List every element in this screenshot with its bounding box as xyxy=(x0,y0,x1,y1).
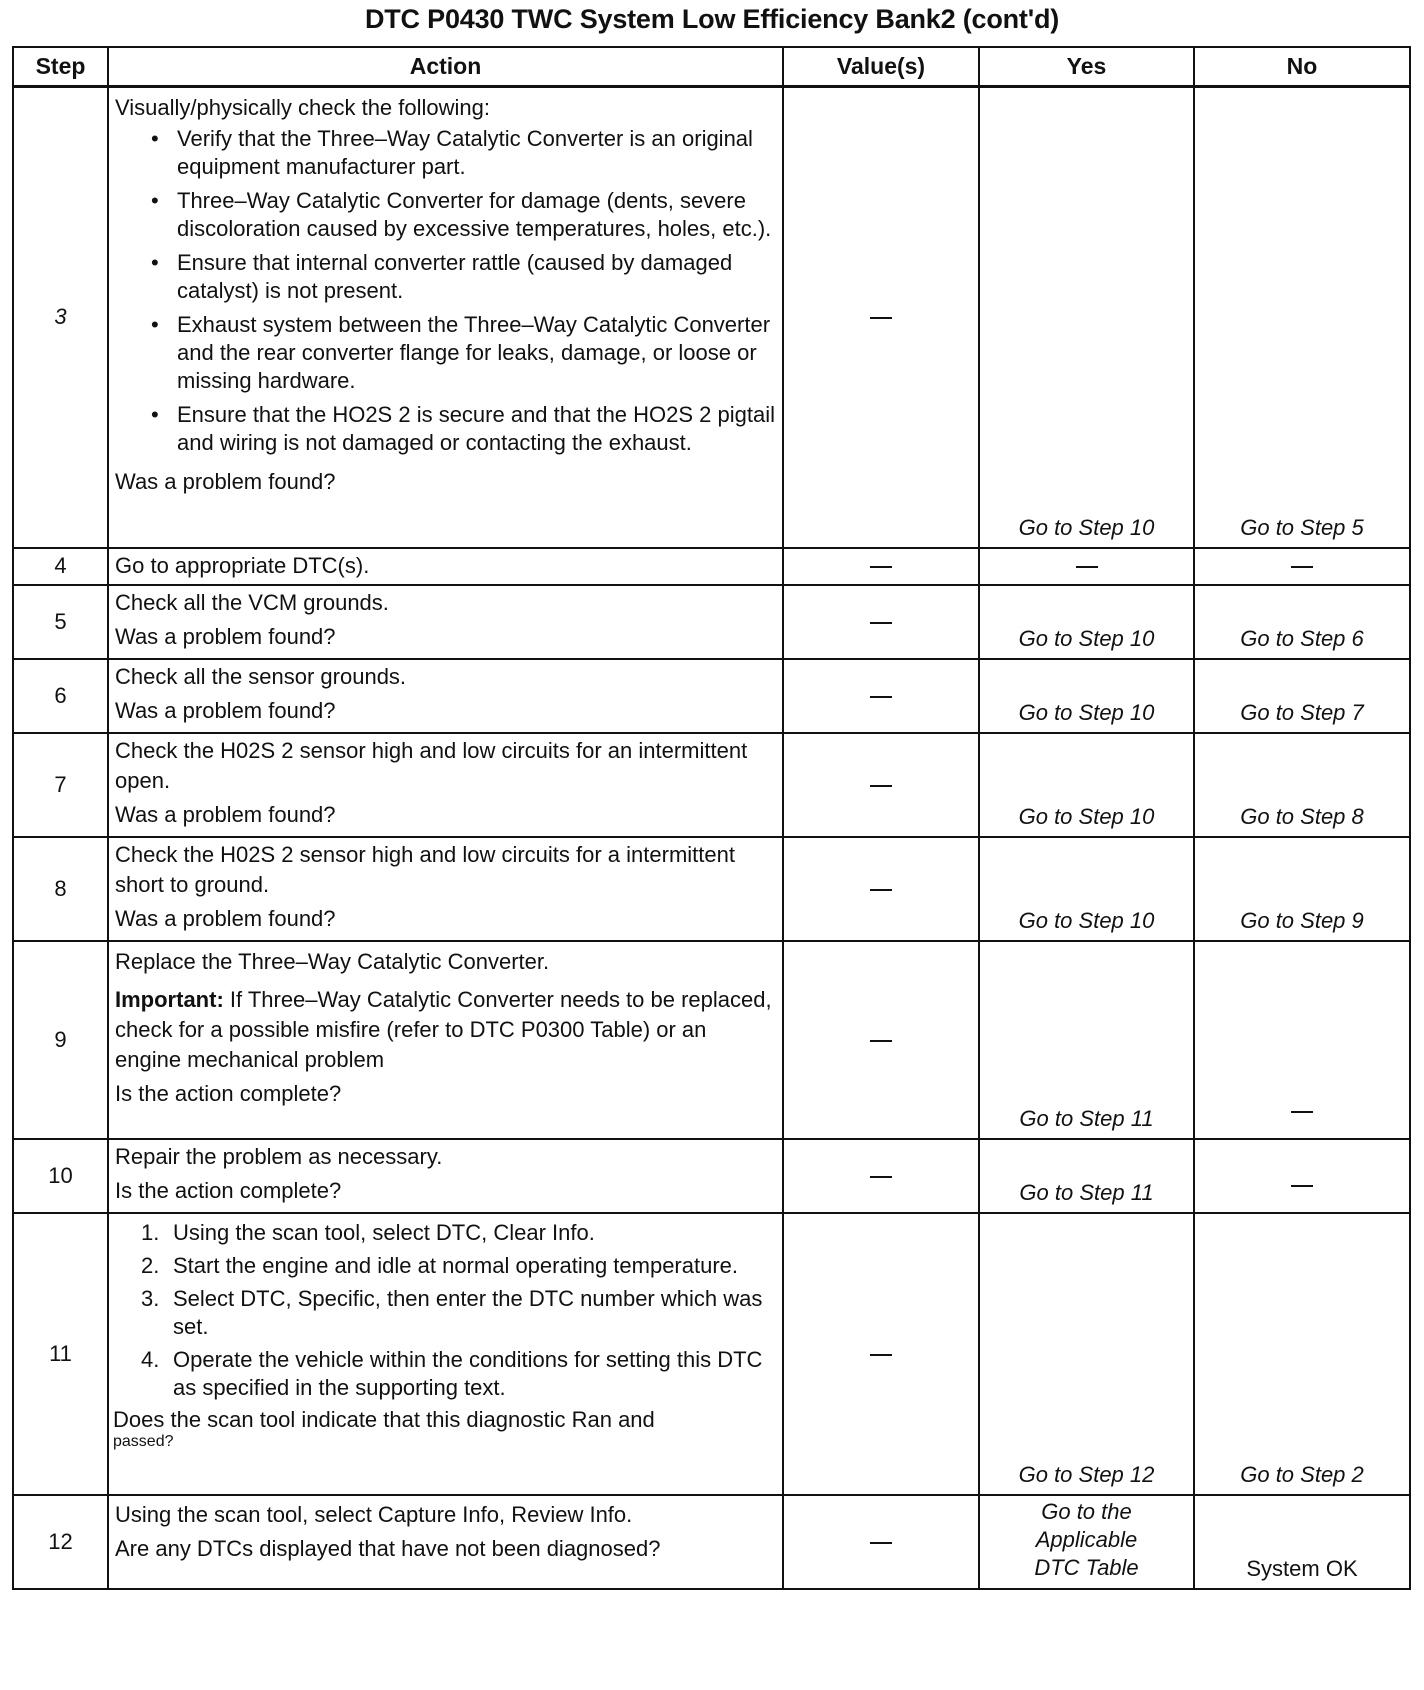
important-label: Important: xyxy=(115,986,224,1012)
yes-cell: Go to Step 10 xyxy=(979,837,1194,941)
question-text: Does the scan tool indicate that this diagnostic Ran and xyxy=(113,1406,655,1432)
action-text: Check the H02S 2 sensor high and low circuits for an intermittent open. xyxy=(115,737,748,793)
value-cell xyxy=(783,585,979,659)
action-cell xyxy=(108,1213,783,1495)
numbered-list xyxy=(113,1219,776,1407)
header-step: Step xyxy=(13,47,108,87)
action-text: Visually/physically check the following: xyxy=(115,95,490,120)
question-text: Are any DTCs displayed that have not been diagnosed? xyxy=(115,1535,661,1561)
no-cell xyxy=(1194,1139,1410,1213)
dash-mark xyxy=(1291,1185,1313,1187)
action-text: Check all the VCM grounds. xyxy=(115,589,389,615)
step-number: 10 xyxy=(13,1139,108,1213)
yes-cell xyxy=(979,1495,1194,1589)
value-cell xyxy=(783,659,979,733)
value-cell xyxy=(783,941,979,1139)
value-cell xyxy=(783,733,979,837)
step-number: 4 xyxy=(13,548,108,585)
action-text: Using the scan tool, select Capture Info, Review Info. xyxy=(115,1501,633,1527)
question-text: Was a problem found? xyxy=(115,697,336,723)
yes-cell: Go to Step 12 xyxy=(979,1213,1194,1495)
list-item: • Exhaust system between the Three–Way Catalytic Converter and the rear converter flange for leaks, damage, or loose or missing hardware. xyxy=(151,311,776,395)
question-text: Was a problem found? xyxy=(115,801,336,827)
table-row xyxy=(13,1495,1410,1589)
no-cell: Go to Step 8 xyxy=(1194,733,1410,837)
action-text: Check all the sensor grounds. xyxy=(115,663,407,689)
step-number: 3 xyxy=(13,87,108,548)
action-cell xyxy=(108,548,783,585)
page-title: DTC P0430 TWC System Low Efficiency Bank2 (cont'd) xyxy=(364,4,1060,34)
dash-mark xyxy=(870,785,892,787)
no-cell: Go to Step 9 xyxy=(1194,837,1410,941)
header-values: Value(s) xyxy=(783,47,979,87)
yes-cell: Go to Step 11 xyxy=(979,941,1194,1139)
dash-mark xyxy=(870,696,892,698)
step-number: 12 xyxy=(13,1495,108,1589)
table-row xyxy=(13,1139,1410,1213)
yes-cell: Go to Step 10 xyxy=(979,87,1194,548)
table-row xyxy=(13,1213,1410,1495)
table-row xyxy=(13,941,1410,1139)
step-number: 8 xyxy=(13,837,108,941)
yes-cell: Go to Step 10 xyxy=(979,659,1194,733)
action-cell xyxy=(108,941,783,1139)
yes-line: Go to the xyxy=(1041,1498,1132,1524)
no-cell: System OK xyxy=(1194,1495,1410,1589)
dash-mark xyxy=(1291,1111,1313,1113)
list-item: • Verify that the Three–Way Catalytic Converter is an original equipment manufacturer part. xyxy=(151,125,776,181)
value-cell xyxy=(783,548,979,585)
list-item xyxy=(141,1252,776,1280)
bullet-list xyxy=(115,125,776,457)
dash-mark xyxy=(870,1176,892,1178)
yes-cell xyxy=(979,548,1194,585)
question-text: Was a problem found? xyxy=(115,623,336,649)
dash-mark xyxy=(870,1354,892,1356)
action-cell xyxy=(108,837,783,941)
list-number: 4. xyxy=(141,1346,160,1372)
list-item: • Ensure that internal converter rattle (caused by damaged catalyst) is not present. xyxy=(151,249,776,305)
value-cell xyxy=(783,837,979,941)
no-cell: Go to Step 2 xyxy=(1194,1213,1410,1495)
header-row xyxy=(13,47,1410,87)
no-cell: Go to Step 7 xyxy=(1194,659,1410,733)
action-cell xyxy=(108,1495,783,1589)
value-cell xyxy=(783,1139,979,1213)
step-number: 7 xyxy=(13,733,108,837)
dash-mark xyxy=(1076,566,1098,568)
question-text: Is the action complete? xyxy=(115,1177,342,1203)
yes-cell: Go to Step 10 xyxy=(979,733,1194,837)
list-item: • Three–Way Catalytic Converter for damage (dents, severe discoloration caused by excessive temperatures, holes, etc.). xyxy=(151,187,776,243)
dash-mark xyxy=(1291,566,1313,568)
list-item xyxy=(141,1285,776,1341)
table-row xyxy=(13,733,1410,837)
dash-mark xyxy=(870,317,892,319)
table-row xyxy=(13,659,1410,733)
list-text: Start the engine and idle at normal operating temperature. xyxy=(173,1252,739,1278)
dash-mark xyxy=(870,1040,892,1042)
header-no: No xyxy=(1194,47,1410,87)
list-number: 2. xyxy=(141,1252,160,1278)
header-action: Action xyxy=(108,47,783,87)
list-item xyxy=(141,1346,776,1402)
header-yes: Yes xyxy=(979,47,1194,87)
list-item: • Ensure that the HO2S 2 is secure and that the HO2S 2 pigtail and wiring is not damaged or contacting the exhaust. xyxy=(151,401,776,457)
list-number: 1. xyxy=(141,1219,160,1245)
yes-cell: Go to Step 10 xyxy=(979,585,1194,659)
table-row xyxy=(13,87,1410,548)
no-cell xyxy=(1194,548,1410,585)
step-number: 6 xyxy=(13,659,108,733)
dash-mark xyxy=(870,622,892,624)
diagnostic-table xyxy=(12,46,1411,1590)
action-cell xyxy=(108,659,783,733)
yes-line: DTC Table xyxy=(1034,1554,1139,1580)
important-note xyxy=(115,985,776,1075)
important-text: If Three–Way Catalytic Converter needs to be replaced, check for a possible misfire (refer to DTC P0300 Table) or an engine mechanical problem xyxy=(115,986,772,1072)
action-cell xyxy=(108,585,783,659)
action-cell xyxy=(108,733,783,837)
question-text-small: passed? xyxy=(113,1432,174,1450)
dash-mark xyxy=(870,566,892,568)
table-row xyxy=(13,548,1410,585)
table-row xyxy=(13,837,1410,941)
no-cell: Go to Step 5 xyxy=(1194,87,1410,548)
list-text: Operate the vehicle within the conditions for setting this DTC as specified in the supporting text. xyxy=(173,1346,763,1400)
dash-mark xyxy=(870,889,892,891)
value-cell xyxy=(783,1213,979,1495)
value-cell xyxy=(783,87,979,548)
step-number: 5 xyxy=(13,585,108,659)
yes-cell: Go to Step 11 xyxy=(979,1139,1194,1213)
question-text: Was a problem found? xyxy=(115,469,336,494)
step-number: 9 xyxy=(13,941,108,1139)
list-text: Using the scan tool, select DTC, Clear Info. xyxy=(173,1219,595,1245)
action-cell xyxy=(108,1139,783,1213)
action-text: Replace the Three–Way Catalytic Converter. xyxy=(115,948,550,974)
no-cell: Go to Step 6 xyxy=(1194,585,1410,659)
action-text: Go to appropriate DTC(s). xyxy=(115,553,370,578)
step-number: 11 xyxy=(13,1213,108,1495)
action-text: Repair the problem as necessary. xyxy=(115,1143,443,1169)
yes-line: Applicable xyxy=(1035,1526,1138,1552)
question-text: Is the action complete? xyxy=(115,1080,342,1106)
action-cell xyxy=(108,87,783,548)
no-cell xyxy=(1194,941,1410,1139)
action-text: Check the H02S 2 sensor high and low circuits for a intermittent short to ground. xyxy=(115,841,735,897)
table-row xyxy=(13,585,1410,659)
dash-mark xyxy=(870,1542,892,1544)
list-text: Select DTC, Specific, then enter the DTC number which was set. xyxy=(173,1285,763,1339)
list-number: 3. xyxy=(141,1285,160,1311)
list-item xyxy=(141,1219,776,1247)
question-text: Was a problem found? xyxy=(115,905,336,931)
value-cell xyxy=(783,1495,979,1589)
